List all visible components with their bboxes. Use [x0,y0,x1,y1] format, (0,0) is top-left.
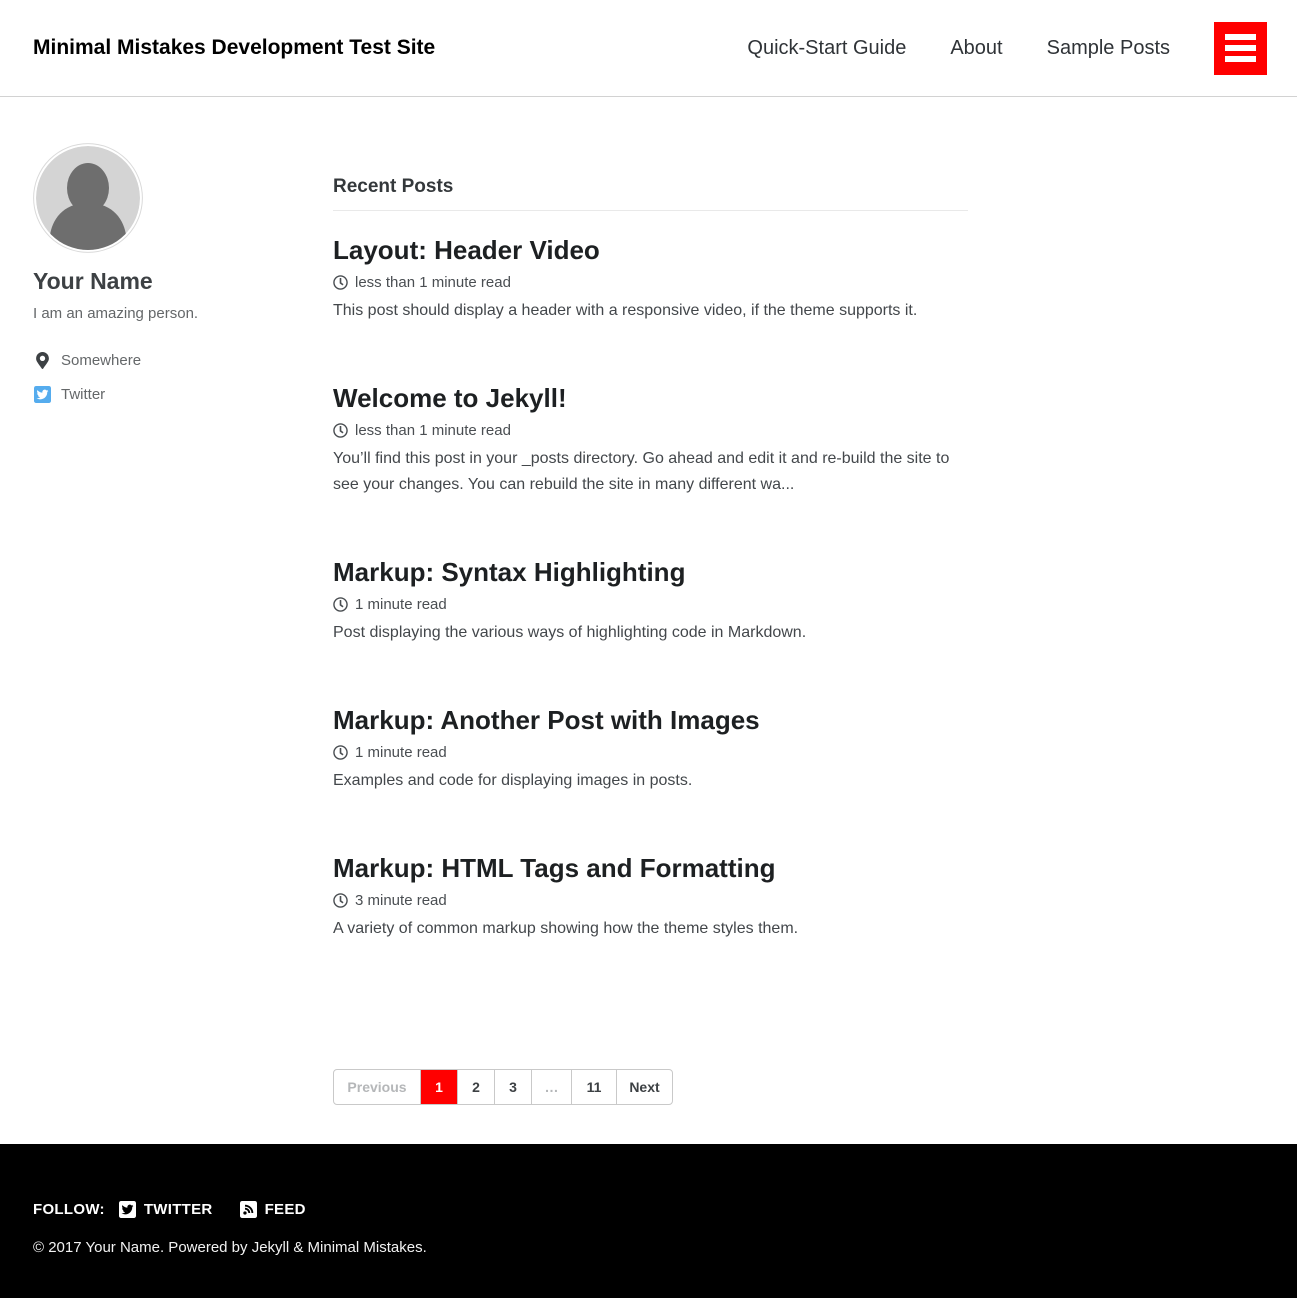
post-title[interactable]: Markup: Syntax Highlighting [333,557,686,587]
clock-icon [333,893,348,908]
location-pin-icon [33,352,51,369]
author-location [33,350,333,370]
read-time: less than 1 minute read [355,422,511,439]
minimal-mistakes-link[interactable]: Minimal Mistakes [307,1239,423,1256]
read-time: 3 minute read [355,892,447,909]
post-excerpt: You’ll find this post in your _posts directory. Go ahead and edit it and re-build the site to see your changes. You can rebuild the site in many different wa... [333,450,950,493]
author-location-label: Somewhere [61,351,142,369]
jekyll-link[interactable]: Jekyll [251,1239,290,1256]
author-name: Your Name [33,268,153,294]
post-entry [333,703,968,794]
nav-quick-start-guide[interactable]: Quick-Start Guide [747,36,907,59]
author-bio: I am an amazing person. [33,305,199,322]
page-content [0,97,1297,1144]
hamburger-icon [1225,34,1256,62]
site-title[interactable]: Minimal Mistakes Development Test Site [33,36,436,59]
author-links [33,350,333,404]
read-time: less than 1 minute read [355,274,511,291]
menu-toggle-button[interactable] [1214,22,1267,75]
post-excerpt: Examples and code for displaying images in posts. [333,772,693,789]
clock-icon [333,275,348,290]
post-meta [333,890,968,911]
footer-feed-label: FEED [264,1201,306,1218]
author-sidebar [33,143,333,418]
page-footer [0,1144,1297,1298]
footer-twitter-link[interactable] [119,1201,213,1218]
post-meta [333,420,968,441]
post-title[interactable]: Layout: Header Video [333,235,600,265]
copyright-text: © 2017 Your Name. Powered by [33,1239,252,1256]
pagination-page-2[interactable]: 2 [457,1070,494,1104]
nav-about[interactable]: About [950,36,1003,59]
nav-sample-posts[interactable]: Sample Posts [1046,36,1170,59]
pagination-previous[interactable]: Previous [347,1079,407,1095]
masthead [0,0,1297,97]
copyright-separator: & [289,1239,308,1256]
author-twitter-label[interactable]: Twitter [61,385,106,403]
footer-feed-link[interactable] [240,1201,306,1218]
post-excerpt: Post displaying the various ways of highlighting code in Markdown. [333,624,807,641]
post-title[interactable]: Welcome to Jekyll! [333,383,567,413]
footer-follow-row [33,1201,1264,1218]
post-title[interactable]: Markup: Another Post with Images [333,705,760,735]
recent-posts-heading: Recent Posts [333,176,968,211]
pagination-next[interactable]: Next [616,1070,672,1104]
footer-twitter-label: TWITTER [143,1201,213,1218]
post-excerpt: This post should display a header with a responsive video, if the theme supports it. [333,302,918,319]
pagination-page-1[interactable]: 1 [420,1070,457,1104]
post-meta [333,272,968,293]
pagination-ellipsis: … [531,1070,571,1104]
clock-icon [333,745,348,760]
post-excerpt: A variety of common markup showing how the theme styles them. [333,920,799,937]
avatar [33,143,143,253]
copyright-suffix: . [422,1239,427,1256]
clock-icon [333,597,348,612]
pagination-page-11[interactable]: 11 [571,1070,616,1104]
copyright [33,1239,1264,1256]
post-entry [333,381,968,498]
post-title[interactable]: Markup: HTML Tags and Formatting [333,853,776,883]
rss-square-icon [240,1201,257,1218]
post-entry [333,851,968,942]
post-meta [333,594,968,615]
clock-icon [333,423,348,438]
read-time: 1 minute read [355,596,447,613]
follow-label: FOLLOW: [33,1201,105,1218]
post-entry [333,555,968,646]
pagination [333,1069,673,1105]
read-time: 1 minute read [355,744,447,761]
twitter-icon [33,386,51,403]
author-twitter [33,384,333,404]
pagination-page-3[interactable]: 3 [494,1070,531,1104]
post-entry [333,233,968,324]
recent-posts-section [333,143,968,1105]
primary-nav [747,22,1267,75]
post-meta [333,742,968,763]
twitter-square-icon [119,1201,136,1218]
